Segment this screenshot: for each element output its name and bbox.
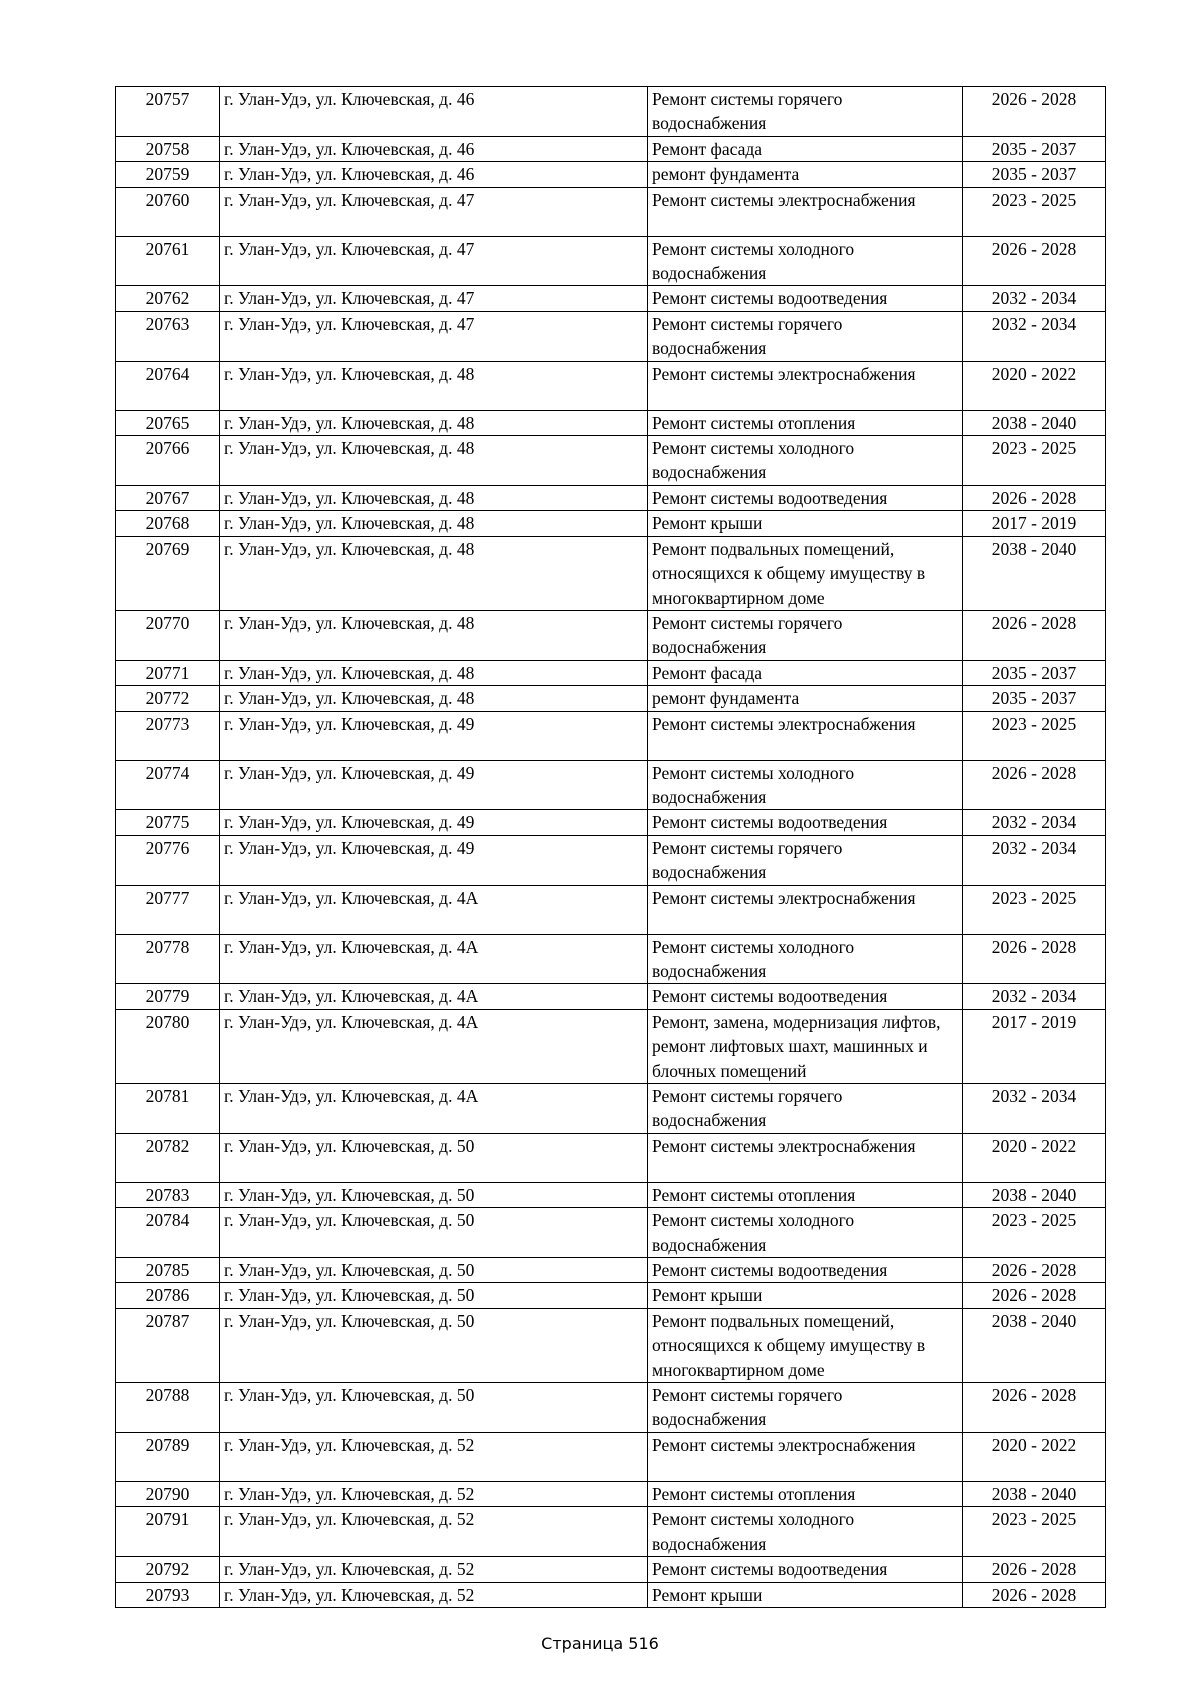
table-row (116, 187, 1106, 236)
work-type-cell: Ремонт фасада (648, 136, 963, 161)
period-cell: 2038 - 2040 (963, 1182, 1106, 1207)
work-type-cell: Ремонт системы холодного водоснабжения (648, 1208, 963, 1258)
address-cell: г. Улан-Удэ, ул. Ключевская, д. 52 (220, 1507, 648, 1557)
row-number-cell: 20779 (116, 984, 220, 1009)
address-cell: г. Улан-Удэ, ул. Ключевская, д. 49 (220, 760, 648, 810)
address-cell: г. Улан-Удэ, ул. Ключевская, д. 4А (220, 1084, 648, 1134)
period-cell: 2026 - 2028 (963, 1258, 1106, 1283)
work-type-cell: Ремонт системы холодного водоснабжения (648, 236, 963, 286)
table-row (116, 810, 1106, 835)
table-row (116, 87, 1106, 137)
work-type-cell: Ремонт системы водоотведения (648, 984, 963, 1009)
period-cell: 2026 - 2028 (963, 610, 1106, 660)
table-row (116, 1383, 1106, 1433)
row-number-cell: 20787 (116, 1308, 220, 1382)
table-row (116, 835, 1106, 885)
row-number-cell: 20765 (116, 410, 220, 435)
address-cell: г. Улан-Удэ, ул. Ключевская, д. 50 (220, 1133, 648, 1182)
row-number-cell: 20786 (116, 1283, 220, 1308)
period-cell: 2026 - 2028 (963, 87, 1106, 137)
address-cell: г. Улан-Удэ, ул. Ключевская, д. 48 (220, 610, 648, 660)
period-cell: 2038 - 2040 (963, 410, 1106, 435)
address-cell: г. Улан-Удэ, ул. Ключевская, д. 48 (220, 660, 648, 685)
table-row (116, 485, 1106, 510)
work-type-cell: Ремонт системы горячего водоснабжения (648, 835, 963, 885)
row-number-cell: 20791 (116, 1507, 220, 1557)
address-cell: г. Улан-Удэ, ул. Ключевская, д. 4А (220, 1009, 648, 1083)
address-cell: г. Улан-Удэ, ул. Ключевская, д. 4А (220, 885, 648, 934)
work-type-cell: Ремонт системы электроснабжения (648, 187, 963, 236)
row-number-cell: 20758 (116, 136, 220, 161)
period-cell: 2026 - 2028 (963, 1383, 1106, 1433)
table-body (116, 87, 1106, 1608)
row-number-cell: 20760 (116, 187, 220, 236)
period-cell: 2026 - 2028 (963, 1557, 1106, 1582)
table-row (116, 1481, 1106, 1506)
table-row (116, 610, 1106, 660)
row-number-cell: 20764 (116, 361, 220, 410)
period-cell: 2038 - 2040 (963, 1481, 1106, 1506)
work-type-cell: Ремонт системы холодного водоснабжения (648, 1507, 963, 1557)
table-row (116, 760, 1106, 810)
period-cell: 2026 - 2028 (963, 934, 1106, 984)
work-type-cell: ремонт фундамента (648, 162, 963, 187)
work-type-cell: Ремонт системы электроснабжения (648, 885, 963, 934)
address-cell: г. Улан-Удэ, ул. Ключевская, д. 48 (220, 536, 648, 610)
table-row (116, 686, 1106, 711)
work-type-cell: ремонт фундамента (648, 686, 963, 711)
period-cell: 2023 - 2025 (963, 436, 1106, 486)
work-type-cell: Ремонт, замена, модернизация лифтов, ремонт лифтовых шахт, машинных и блочных помещений (648, 1009, 963, 1083)
table-row (116, 1308, 1106, 1382)
row-number-cell: 20768 (116, 511, 220, 536)
period-cell: 2026 - 2028 (963, 236, 1106, 286)
work-type-cell: Ремонт системы горячего водоснабжения (648, 1084, 963, 1134)
work-type-cell: Ремонт крыши (648, 1582, 963, 1607)
address-cell: г. Улан-Удэ, ул. Ключевская, д. 52 (220, 1481, 648, 1506)
table-row (116, 1283, 1106, 1308)
table-row (116, 660, 1106, 685)
address-cell: г. Улан-Удэ, ул. Ключевская, д. 48 (220, 361, 648, 410)
row-number-cell: 20792 (116, 1557, 220, 1582)
period-cell: 2020 - 2022 (963, 361, 1106, 410)
period-cell: 2038 - 2040 (963, 1308, 1106, 1382)
address-cell: г. Улан-Удэ, ул. Ключевская, д. 49 (220, 711, 648, 760)
period-cell: 2023 - 2025 (963, 187, 1106, 236)
work-type-cell: Ремонт системы холодного водоснабжения (648, 934, 963, 984)
row-number-cell: 20772 (116, 686, 220, 711)
period-cell: 2026 - 2028 (963, 1582, 1106, 1607)
row-number-cell: 20767 (116, 485, 220, 510)
address-cell: г. Улан-Удэ, ул. Ключевская, д. 46 (220, 162, 648, 187)
page-number: Страница 516 (541, 1634, 659, 1653)
period-cell: 2023 - 2025 (963, 711, 1106, 760)
period-cell: 2017 - 2019 (963, 1009, 1106, 1083)
work-type-cell: Ремонт системы горячего водоснабжения (648, 610, 963, 660)
work-type-cell: Ремонт системы водоотведения (648, 1258, 963, 1283)
period-cell: 2026 - 2028 (963, 760, 1106, 810)
row-number-cell: 20759 (116, 162, 220, 187)
table-row (116, 311, 1106, 361)
period-cell: 2026 - 2028 (963, 485, 1106, 510)
row-number-cell: 20780 (116, 1009, 220, 1083)
address-cell: г. Улан-Удэ, ул. Ключевская, д. 47 (220, 311, 648, 361)
table-row (116, 536, 1106, 610)
address-cell: г. Улан-Удэ, ул. Ключевская, д. 50 (220, 1283, 648, 1308)
address-cell: г. Улан-Удэ, ул. Ключевская, д. 4А (220, 984, 648, 1009)
address-cell: г. Улан-Удэ, ул. Ключевская, д. 50 (220, 1182, 648, 1207)
table-row (116, 1084, 1106, 1134)
row-number-cell: 20781 (116, 1084, 220, 1134)
period-cell: 2023 - 2025 (963, 1507, 1106, 1557)
period-cell: 2035 - 2037 (963, 136, 1106, 161)
address-cell: г. Улан-Удэ, ул. Ключевская, д. 52 (220, 1582, 648, 1607)
work-type-cell: Ремонт системы водоотведения (648, 485, 963, 510)
address-cell: г. Улан-Удэ, ул. Ключевская, д. 52 (220, 1432, 648, 1481)
address-cell: г. Улан-Удэ, ул. Ключевская, д. 49 (220, 835, 648, 885)
row-number-cell: 20789 (116, 1432, 220, 1481)
period-cell: 2023 - 2025 (963, 885, 1106, 934)
table-row (116, 1258, 1106, 1283)
address-cell: г. Улан-Удэ, ул. Ключевская, д. 48 (220, 410, 648, 435)
address-cell: г. Улан-Удэ, ул. Ключевская, д. 50 (220, 1208, 648, 1258)
work-type-cell: Ремонт системы электроснабжения (648, 711, 963, 760)
table-row (116, 136, 1106, 161)
work-type-cell: Ремонт системы горячего водоснабжения (648, 311, 963, 361)
table-row (116, 885, 1106, 934)
work-type-cell: Ремонт системы водоотведения (648, 286, 963, 311)
period-cell: 2032 - 2034 (963, 835, 1106, 885)
period-cell: 2035 - 2037 (963, 686, 1106, 711)
period-cell: 2035 - 2037 (963, 660, 1106, 685)
table-row (116, 1507, 1106, 1557)
table-row (116, 934, 1106, 984)
table-row (116, 410, 1106, 435)
row-number-cell: 20785 (116, 1258, 220, 1283)
table-row (116, 711, 1106, 760)
row-number-cell: 20788 (116, 1383, 220, 1433)
row-number-cell: 20784 (116, 1208, 220, 1258)
table-row (116, 162, 1106, 187)
work-type-cell: Ремонт системы электроснабжения (648, 361, 963, 410)
work-type-cell: Ремонт системы холодного водоснабжения (648, 760, 963, 810)
row-number-cell: 20777 (116, 885, 220, 934)
period-cell: 2026 - 2028 (963, 1283, 1106, 1308)
row-number-cell: 20762 (116, 286, 220, 311)
table-row (116, 1208, 1106, 1258)
address-cell: г. Улан-Удэ, ул. Ключевская, д. 49 (220, 810, 648, 835)
work-type-cell: Ремонт крыши (648, 1283, 963, 1308)
row-number-cell: 20776 (116, 835, 220, 885)
row-number-cell: 20774 (116, 760, 220, 810)
period-cell: 2017 - 2019 (963, 511, 1106, 536)
address-cell: г. Улан-Удэ, ул. Ключевская, д. 48 (220, 436, 648, 486)
address-cell: г. Улан-Удэ, ул. Ключевская, д. 50 (220, 1258, 648, 1283)
row-number-cell: 20778 (116, 934, 220, 984)
address-cell: г. Улан-Удэ, ул. Ключевская, д. 48 (220, 511, 648, 536)
row-number-cell: 20770 (116, 610, 220, 660)
row-number-cell: 20773 (116, 711, 220, 760)
row-number-cell: 20775 (116, 810, 220, 835)
table-row (116, 1182, 1106, 1207)
period-cell: 2038 - 2040 (963, 536, 1106, 610)
work-type-cell: Ремонт системы отопления (648, 1182, 963, 1207)
address-cell: г. Улан-Удэ, ул. Ключевская, д. 50 (220, 1308, 648, 1382)
row-number-cell: 20793 (116, 1582, 220, 1607)
work-type-cell: Ремонт системы водоотведения (648, 1557, 963, 1582)
period-cell: 2032 - 2034 (963, 1084, 1106, 1134)
address-cell: г. Улан-Удэ, ул. Ключевская, д. 47 (220, 187, 648, 236)
table-row (116, 984, 1106, 1009)
table-row (116, 236, 1106, 286)
row-number-cell: 20766 (116, 436, 220, 486)
table-row (116, 361, 1106, 410)
work-type-cell: Ремонт системы электроснабжения (648, 1432, 963, 1481)
table-row (116, 1557, 1106, 1582)
work-type-cell: Ремонт фасада (648, 660, 963, 685)
table-row (116, 286, 1106, 311)
period-cell: 2023 - 2025 (963, 1208, 1106, 1258)
address-cell: г. Улан-Удэ, ул. Ключевская, д. 47 (220, 236, 648, 286)
address-cell: г. Улан-Удэ, ул. Ключевская, д. 50 (220, 1383, 648, 1433)
period-cell: 2032 - 2034 (963, 984, 1106, 1009)
table-row (116, 1432, 1106, 1481)
work-type-cell: Ремонт подвальных помещений, относящихся к общему имуществу в многоквартирном доме (648, 1308, 963, 1382)
work-type-cell: Ремонт системы горячего водоснабжения (648, 87, 963, 137)
repair-schedule-table (115, 86, 1106, 1608)
table-row (116, 436, 1106, 486)
work-type-cell: Ремонт подвальных помещений, относящихся к общему имуществу в многоквартирном доме (648, 536, 963, 610)
table-row (116, 1582, 1106, 1607)
work-type-cell: Ремонт системы отопления (648, 410, 963, 435)
work-type-cell: Ремонт системы горячего водоснабжения (648, 1383, 963, 1433)
address-cell: г. Улан-Удэ, ул. Ключевская, д. 47 (220, 286, 648, 311)
row-number-cell: 20771 (116, 660, 220, 685)
work-type-cell: Ремонт системы водоотведения (648, 810, 963, 835)
table-row (116, 511, 1106, 536)
address-cell: г. Улан-Удэ, ул. Ключевская, д. 46 (220, 136, 648, 161)
period-cell: 2032 - 2034 (963, 810, 1106, 835)
row-number-cell: 20783 (116, 1182, 220, 1207)
row-number-cell: 20757 (116, 87, 220, 137)
table-row (116, 1133, 1106, 1182)
period-cell: 2035 - 2037 (963, 162, 1106, 187)
period-cell: 2032 - 2034 (963, 311, 1106, 361)
period-cell: 2032 - 2034 (963, 286, 1106, 311)
address-cell: г. Улан-Удэ, ул. Ключевская, д. 46 (220, 87, 648, 137)
work-type-cell: Ремонт крыши (648, 511, 963, 536)
row-number-cell: 20782 (116, 1133, 220, 1182)
address-cell: г. Улан-Удэ, ул. Ключевская, д. 48 (220, 485, 648, 510)
period-cell: 2020 - 2022 (963, 1432, 1106, 1481)
address-cell: г. Улан-Удэ, ул. Ключевская, д. 4А (220, 934, 648, 984)
table-row (116, 1009, 1106, 1083)
address-cell: г. Улан-Удэ, ул. Ключевская, д. 48 (220, 686, 648, 711)
work-type-cell: Ремонт системы электроснабжения (648, 1133, 963, 1182)
period-cell: 2020 - 2022 (963, 1133, 1106, 1182)
row-number-cell: 20763 (116, 311, 220, 361)
row-number-cell: 20761 (116, 236, 220, 286)
row-number-cell: 20790 (116, 1481, 220, 1506)
work-type-cell: Ремонт системы отопления (648, 1481, 963, 1506)
address-cell: г. Улан-Удэ, ул. Ключевская, д. 52 (220, 1557, 648, 1582)
work-type-cell: Ремонт системы холодного водоснабжения (648, 436, 963, 486)
row-number-cell: 20769 (116, 536, 220, 610)
